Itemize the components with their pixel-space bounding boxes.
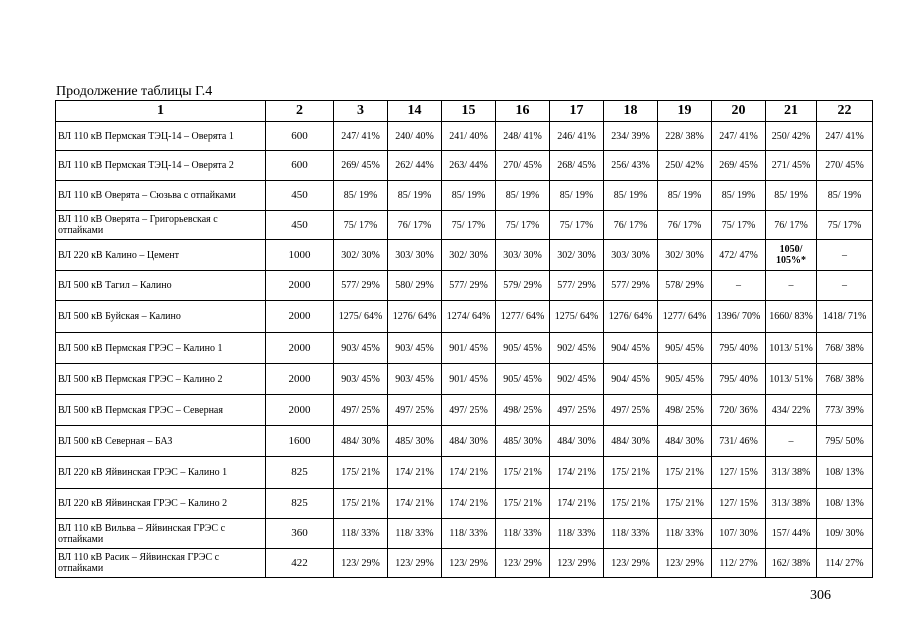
limit-cell: 2000 — [266, 333, 334, 364]
load-cell: 903/ 45% — [388, 333, 442, 364]
load-cell: 1418/ 71% — [817, 301, 873, 333]
table-row — [56, 271, 873, 301]
load-cell: – — [766, 426, 817, 457]
load-cell: 75/ 17% — [550, 211, 604, 240]
load-cell: 484/ 30% — [442, 426, 496, 457]
load-cell: 250/ 42% — [766, 122, 817, 151]
line-name-cell: ВЛ 500 кВ Буйская – Калино — [56, 301, 266, 333]
load-cell: – — [817, 271, 873, 301]
load-cell: 313/ 38% — [766, 489, 817, 519]
load-cell: 85/ 19% — [658, 181, 712, 211]
line-name-cell: ВЛ 110 кВ Оверята – Сюзьва с отпайками — [56, 181, 266, 211]
load-cell: – — [817, 240, 873, 271]
load-cell: 234/ 39% — [604, 122, 658, 151]
load-cell: 905/ 45% — [496, 364, 550, 395]
load-cell: 1013/ 51% — [766, 364, 817, 395]
table-caption: Продолжение таблицы Г.4 — [56, 84, 213, 99]
load-cell: 175/ 21% — [658, 457, 712, 489]
header-row — [56, 101, 873, 122]
line-name-cell: ВЛ 110 кВ Вильва – Яйвинская ГРЭС с отпайками — [56, 519, 266, 549]
limit-cell: 450 — [266, 211, 334, 240]
limit-cell: 600 — [266, 122, 334, 151]
load-cell: 485/ 30% — [496, 426, 550, 457]
load-cell: 270/ 45% — [496, 151, 550, 181]
load-cell: 1277/ 64% — [658, 301, 712, 333]
line-name-cell: ВЛ 500 кВ Пермская ГРЭС – Калино 1 — [56, 333, 266, 364]
load-cell: 108/ 13% — [817, 457, 873, 489]
load-cell: 795/ 40% — [712, 364, 766, 395]
load-cell: 174/ 21% — [442, 457, 496, 489]
load-cell: – — [766, 271, 817, 301]
load-cell: 174/ 21% — [550, 489, 604, 519]
load-cell: 162/ 38% — [766, 549, 817, 578]
load-cell: 241/ 40% — [442, 122, 496, 151]
load-cell: 123/ 29% — [658, 549, 712, 578]
load-cell: 75/ 17% — [817, 211, 873, 240]
load-cell: 269/ 45% — [334, 151, 388, 181]
column-header: 2 — [266, 101, 334, 122]
limit-cell: 2000 — [266, 364, 334, 395]
load-cell: 118/ 33% — [550, 519, 604, 549]
load-cell: 118/ 33% — [496, 519, 550, 549]
load-cell: 1277/ 64% — [496, 301, 550, 333]
line-name-cell: ВЛ 500 кВ Северная – БАЗ — [56, 426, 266, 457]
load-cell: 1396/ 70% — [712, 301, 766, 333]
load-cell: 248/ 41% — [496, 122, 550, 151]
load-cell: 246/ 41% — [550, 122, 604, 151]
load-cell: 123/ 29% — [442, 549, 496, 578]
table-row — [56, 151, 873, 181]
load-cell: 175/ 21% — [334, 457, 388, 489]
limit-cell: 825 — [266, 489, 334, 519]
load-cell: 174/ 21% — [388, 457, 442, 489]
table-row — [56, 333, 873, 364]
load-cell: 85/ 19% — [712, 181, 766, 211]
load-cell: 1275/ 64% — [550, 301, 604, 333]
load-cell: 795/ 40% — [712, 333, 766, 364]
load-cell: 175/ 21% — [604, 489, 658, 519]
load-cell: 127/ 15% — [712, 489, 766, 519]
table-row — [56, 549, 873, 578]
load-cell: 175/ 21% — [604, 457, 658, 489]
load-cell: 85/ 19% — [496, 181, 550, 211]
load-cell: 76/ 17% — [766, 211, 817, 240]
line-name-cell: ВЛ 110 кВ Оверята – Григорьевская с отпайками — [56, 211, 266, 240]
load-cell: 118/ 33% — [442, 519, 496, 549]
load-cell: 269/ 45% — [712, 151, 766, 181]
limit-cell: 1600 — [266, 426, 334, 457]
load-cell: 175/ 21% — [658, 489, 712, 519]
load-cell: – — [712, 271, 766, 301]
load-cell: 123/ 29% — [550, 549, 604, 578]
load-cell: 123/ 29% — [334, 549, 388, 578]
load-cell: 118/ 33% — [604, 519, 658, 549]
page-number: 306 — [810, 588, 831, 603]
column-header: 3 — [334, 101, 388, 122]
limit-cell: 360 — [266, 519, 334, 549]
line-name-cell: ВЛ 220 кВ Яйвинская ГРЭС – Калино 1 — [56, 457, 266, 489]
load-cell: 720/ 36% — [712, 395, 766, 426]
load-cell: 904/ 45% — [604, 333, 658, 364]
load-cell: 174/ 21% — [442, 489, 496, 519]
column-header: 19 — [658, 101, 712, 122]
limit-cell: 422 — [266, 549, 334, 578]
load-cell: 903/ 45% — [388, 364, 442, 395]
load-cell: 484/ 30% — [334, 426, 388, 457]
table-row — [56, 395, 873, 426]
column-header: 14 — [388, 101, 442, 122]
load-cell: 485/ 30% — [388, 426, 442, 457]
load-cell: 118/ 33% — [658, 519, 712, 549]
table-row — [56, 364, 873, 395]
table-row — [56, 457, 873, 489]
load-cell: 75/ 17% — [496, 211, 550, 240]
limit-cell: 600 — [266, 151, 334, 181]
load-cell: 270/ 45% — [817, 151, 873, 181]
load-cell: 497/ 25% — [442, 395, 496, 426]
table-row — [56, 426, 873, 457]
load-cell: 263/ 44% — [442, 151, 496, 181]
load-cell: 472/ 47% — [712, 240, 766, 271]
load-cell: 76/ 17% — [388, 211, 442, 240]
limit-cell: 825 — [266, 457, 334, 489]
table-row — [56, 301, 873, 333]
load-cell: 85/ 19% — [766, 181, 817, 211]
load-cell: 108/ 13% — [817, 489, 873, 519]
load-cell: 85/ 19% — [334, 181, 388, 211]
line-name-cell: ВЛ 220 кВ Калино – Цемент — [56, 240, 266, 271]
load-cell: 85/ 19% — [550, 181, 604, 211]
load-cell: 174/ 21% — [550, 457, 604, 489]
line-name-cell: ВЛ 500 кВ Тагил – Калино — [56, 271, 266, 301]
load-cell: 303/ 30% — [604, 240, 658, 271]
load-cell: 1276/ 64% — [604, 301, 658, 333]
table-row — [56, 122, 873, 151]
load-cell: 174/ 21% — [388, 489, 442, 519]
load-cell: 256/ 43% — [604, 151, 658, 181]
load-cell: 123/ 29% — [604, 549, 658, 578]
load-cell: 85/ 19% — [604, 181, 658, 211]
load-cell: 497/ 25% — [334, 395, 388, 426]
load-cell: 247/ 41% — [817, 122, 873, 151]
load-cell: 75/ 17% — [442, 211, 496, 240]
load-cell: 302/ 30% — [442, 240, 496, 271]
load-cell: 577/ 29% — [604, 271, 658, 301]
load-cell: 85/ 19% — [442, 181, 496, 211]
load-cell: 123/ 29% — [496, 549, 550, 578]
load-cell: 268/ 45% — [550, 151, 604, 181]
table-body — [56, 122, 873, 578]
line-name-cell: ВЛ 110 кВ Расик – Яйвинская ГРЭС с отпайками — [56, 549, 266, 578]
load-cell: 577/ 29% — [334, 271, 388, 301]
load-cell: 905/ 45% — [658, 333, 712, 364]
load-cell: 497/ 25% — [550, 395, 604, 426]
load-cell: 109/ 30% — [817, 519, 873, 549]
load-cell: 484/ 30% — [604, 426, 658, 457]
limit-cell: 2000 — [266, 301, 334, 333]
load-cell: 1050/ 105%* — [766, 240, 817, 271]
column-header: 1 — [56, 101, 266, 122]
load-cell: 903/ 45% — [334, 333, 388, 364]
load-cell: 302/ 30% — [334, 240, 388, 271]
load-cell: 112/ 27% — [712, 549, 766, 578]
column-header: 18 — [604, 101, 658, 122]
load-cell: 579/ 29% — [496, 271, 550, 301]
load-cell: 75/ 17% — [712, 211, 766, 240]
column-header: 22 — [817, 101, 873, 122]
load-cell: 114/ 27% — [817, 549, 873, 578]
load-cell: 175/ 21% — [334, 489, 388, 519]
limit-cell: 450 — [266, 181, 334, 211]
line-name-cell: ВЛ 500 кВ Пермская ГРЭС – Северная — [56, 395, 266, 426]
load-cell: 904/ 45% — [604, 364, 658, 395]
load-cell: 228/ 38% — [658, 122, 712, 151]
load-cell: 901/ 45% — [442, 364, 496, 395]
column-header: 16 — [496, 101, 550, 122]
load-cell: 303/ 30% — [388, 240, 442, 271]
load-cell: 773/ 39% — [817, 395, 873, 426]
limit-cell: 2000 — [266, 271, 334, 301]
load-cell: 434/ 22% — [766, 395, 817, 426]
load-cell: 903/ 45% — [334, 364, 388, 395]
load-cell: 1013/ 51% — [766, 333, 817, 364]
table-row — [56, 181, 873, 211]
load-cell: 577/ 29% — [442, 271, 496, 301]
column-header: 21 — [766, 101, 817, 122]
line-name-cell: ВЛ 110 кВ Пермская ТЭЦ-14 – Оверята 2 — [56, 151, 266, 181]
load-cell: 157/ 44% — [766, 519, 817, 549]
line-name-cell: ВЛ 110 кВ Пермская ТЭЦ-14 – Оверята 1 — [56, 122, 266, 151]
table-row — [56, 240, 873, 271]
load-cell: 271/ 45% — [766, 151, 817, 181]
limit-cell: 1000 — [266, 240, 334, 271]
load-cell: 262/ 44% — [388, 151, 442, 181]
load-cell: 1276/ 64% — [388, 301, 442, 333]
load-cell: 577/ 29% — [550, 271, 604, 301]
column-header: 15 — [442, 101, 496, 122]
load-cell: 85/ 19% — [388, 181, 442, 211]
load-cell: 118/ 33% — [334, 519, 388, 549]
load-cell: 313/ 38% — [766, 457, 817, 489]
load-cell: 497/ 25% — [388, 395, 442, 426]
load-cell: 240/ 40% — [388, 122, 442, 151]
limit-cell: 2000 — [266, 395, 334, 426]
load-cell: 118/ 33% — [388, 519, 442, 549]
load-cell: 302/ 30% — [550, 240, 604, 271]
load-cell: 484/ 30% — [550, 426, 604, 457]
load-cell: 247/ 41% — [712, 122, 766, 151]
load-cell: 107/ 30% — [712, 519, 766, 549]
load-cell: 484/ 30% — [658, 426, 712, 457]
load-cell: 76/ 17% — [658, 211, 712, 240]
load-cell: 85/ 19% — [817, 181, 873, 211]
load-cell: 303/ 30% — [496, 240, 550, 271]
column-header: 20 — [712, 101, 766, 122]
load-cell: 902/ 45% — [550, 333, 604, 364]
load-cell: 1275/ 64% — [334, 301, 388, 333]
load-cell: 905/ 45% — [658, 364, 712, 395]
load-cell: 580/ 29% — [388, 271, 442, 301]
load-cell: 578/ 29% — [658, 271, 712, 301]
load-cell: 768/ 38% — [817, 364, 873, 395]
load-cell: 175/ 21% — [496, 489, 550, 519]
data-table — [55, 100, 873, 578]
column-header: 17 — [550, 101, 604, 122]
table-row — [56, 519, 873, 549]
load-cell: 76/ 17% — [604, 211, 658, 240]
load-cell: 127/ 15% — [712, 457, 766, 489]
table-row — [56, 211, 873, 240]
load-cell: 902/ 45% — [550, 364, 604, 395]
load-cell: 123/ 29% — [388, 549, 442, 578]
line-name-cell: ВЛ 500 кВ Пермская ГРЭС – Калино 2 — [56, 364, 266, 395]
load-cell: 250/ 42% — [658, 151, 712, 181]
load-cell: 497/ 25% — [604, 395, 658, 426]
load-cell: 302/ 30% — [658, 240, 712, 271]
load-cell: 75/ 17% — [334, 211, 388, 240]
load-cell: 1274/ 64% — [442, 301, 496, 333]
load-cell: 731/ 46% — [712, 426, 766, 457]
load-cell: 175/ 21% — [496, 457, 550, 489]
load-cell: 1660/ 83% — [766, 301, 817, 333]
line-name-cell: ВЛ 220 кВ Яйвинская ГРЭС – Калино 2 — [56, 489, 266, 519]
load-cell: 247/ 41% — [334, 122, 388, 151]
load-cell: 901/ 45% — [442, 333, 496, 364]
load-cell: 905/ 45% — [496, 333, 550, 364]
load-cell: 768/ 38% — [817, 333, 873, 364]
table-row — [56, 489, 873, 519]
load-cell: 498/ 25% — [658, 395, 712, 426]
load-cell: 795/ 50% — [817, 426, 873, 457]
load-cell: 498/ 25% — [496, 395, 550, 426]
